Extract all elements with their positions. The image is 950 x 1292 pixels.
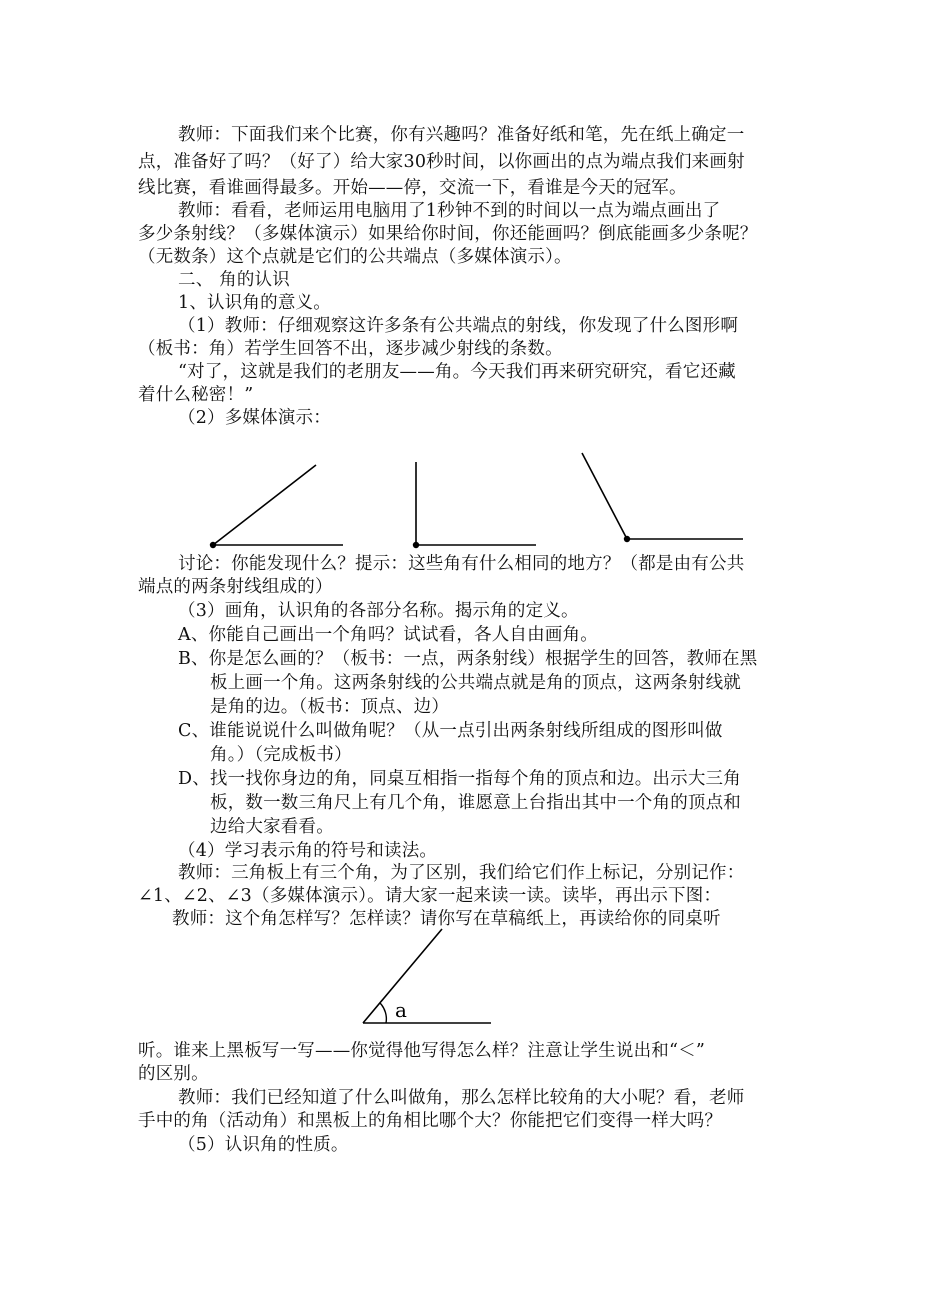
section-heading: 二、 角的认识 xyxy=(178,270,290,290)
text-line: 教师：看看，老师运用电脑用了1秒钟不到的时间以一点为端点画出了 xyxy=(178,201,721,221)
text-line: （1）教师：仔细观察这许多条有公共端点的射线，你发现了什么图形啊 xyxy=(178,316,739,336)
text-line: 教师：我们已经知道了什么叫做角，那么怎样比较角的大小呢？看，老师 xyxy=(178,1088,745,1108)
vertex-dot xyxy=(624,536,630,542)
text-line: （无数条）这个点就是它们的公共端点（多媒体演示）。 xyxy=(138,247,572,267)
text-line: 端点的两条射线组成的） xyxy=(138,577,333,597)
vertex-dot xyxy=(210,542,216,548)
text-line: 教师：下面我们来个比赛，你有兴趣吗？准备好纸和笔，先在纸上确定一 xyxy=(178,125,745,145)
angle-a-figure xyxy=(355,925,500,1030)
text-line: ∠1、∠2、∠3（多媒体演示）。请大家一起来读一读。读毕，再出示下图： xyxy=(138,886,722,906)
angle-figures xyxy=(200,450,760,555)
text-line: 教师：三角板上有三个角，为了区别，我们给它们作上标记，分别记作： xyxy=(178,863,745,883)
text-line: 线比赛，看谁画得最多。开始——停，交流一下，看谁是今天的冠军。 xyxy=(138,178,687,198)
text-line: 着什么秘密！” xyxy=(138,385,254,405)
text-line: 板上画一个角。这两条射线的公共端点就是角的顶点，这两条射线就 xyxy=(210,673,741,693)
angle-arc xyxy=(380,1003,386,1023)
list-item: D、找一找你身边的角，同桌互相指一指每个角的顶点和边。出示大三角 xyxy=(178,769,741,789)
subsection-heading: 1、认识角的意义。 xyxy=(178,293,331,313)
text-line: 是角的边。（板书：顶点、边） xyxy=(210,697,450,717)
angle-label: a xyxy=(395,998,407,1022)
text-line: 教师：这个角怎样写？怎样读？请你写在草稿纸上，再读给你的同桌听 xyxy=(172,909,721,929)
obtuse-angle-figure xyxy=(582,453,743,542)
text-line: 多少条射线？（多媒体演示）如果给你时间，你还能画吗？倒底能画多少条呢？ xyxy=(138,224,758,244)
text-line: （5）认识角的性质。 xyxy=(178,1135,349,1155)
acute-angle-figure xyxy=(210,465,343,548)
text-line: 边给大家看看。 xyxy=(210,817,334,837)
text-line: 的区别。 xyxy=(138,1064,209,1084)
text-line: 点，准备好了吗？（好了）给大家30秒时间，以你画出的点为端点我们来画射 xyxy=(138,152,745,172)
text-line: 板，数一数三角尺上有几个角，谁愿意上台指出其中一个角的顶点和 xyxy=(210,793,741,813)
list-item: B、你是怎么画的？（板书：一点，两条射线）根据学生的回答，教师在黑 xyxy=(178,649,758,669)
text-line: 手中的角（活动角）和黑板上的角相比哪个大？你能把它们变得一样大吗？ xyxy=(138,1111,723,1131)
text-line: （3）画角，认识角的各部分名称。揭示角的定义。 xyxy=(178,601,579,621)
text-line: 讨论：你能发现什么？提示：这些角有什么相同的地方？（都是由有公共 xyxy=(178,554,745,574)
text-line: “对了，这就是我们的老朋友——角。今天我们再来研究研究，看它还藏 xyxy=(178,362,736,382)
text-line: （4）学习表示角的符号和读法。 xyxy=(178,841,438,861)
text-line: （2）多媒体演示： xyxy=(178,408,331,428)
list-item: A、你能自己画出一个角吗？试试看，各人自由画角。 xyxy=(178,625,598,645)
list-item: C、谁能说说什么叫做角呢？（从一点引出两条射线所组成的图形叫做 xyxy=(178,721,723,741)
text-line: （板书：角）若学生回答不出，逐步减少射线的条数。 xyxy=(138,339,563,359)
text-line: 角。）（完成板书） xyxy=(210,745,352,765)
vertex-dot xyxy=(413,542,419,548)
text-line: 听。谁来上黑板写一写——你觉得他写得怎么样？注意让学生说出和“＜” xyxy=(138,1041,705,1061)
right-angle-figure xyxy=(413,462,536,548)
